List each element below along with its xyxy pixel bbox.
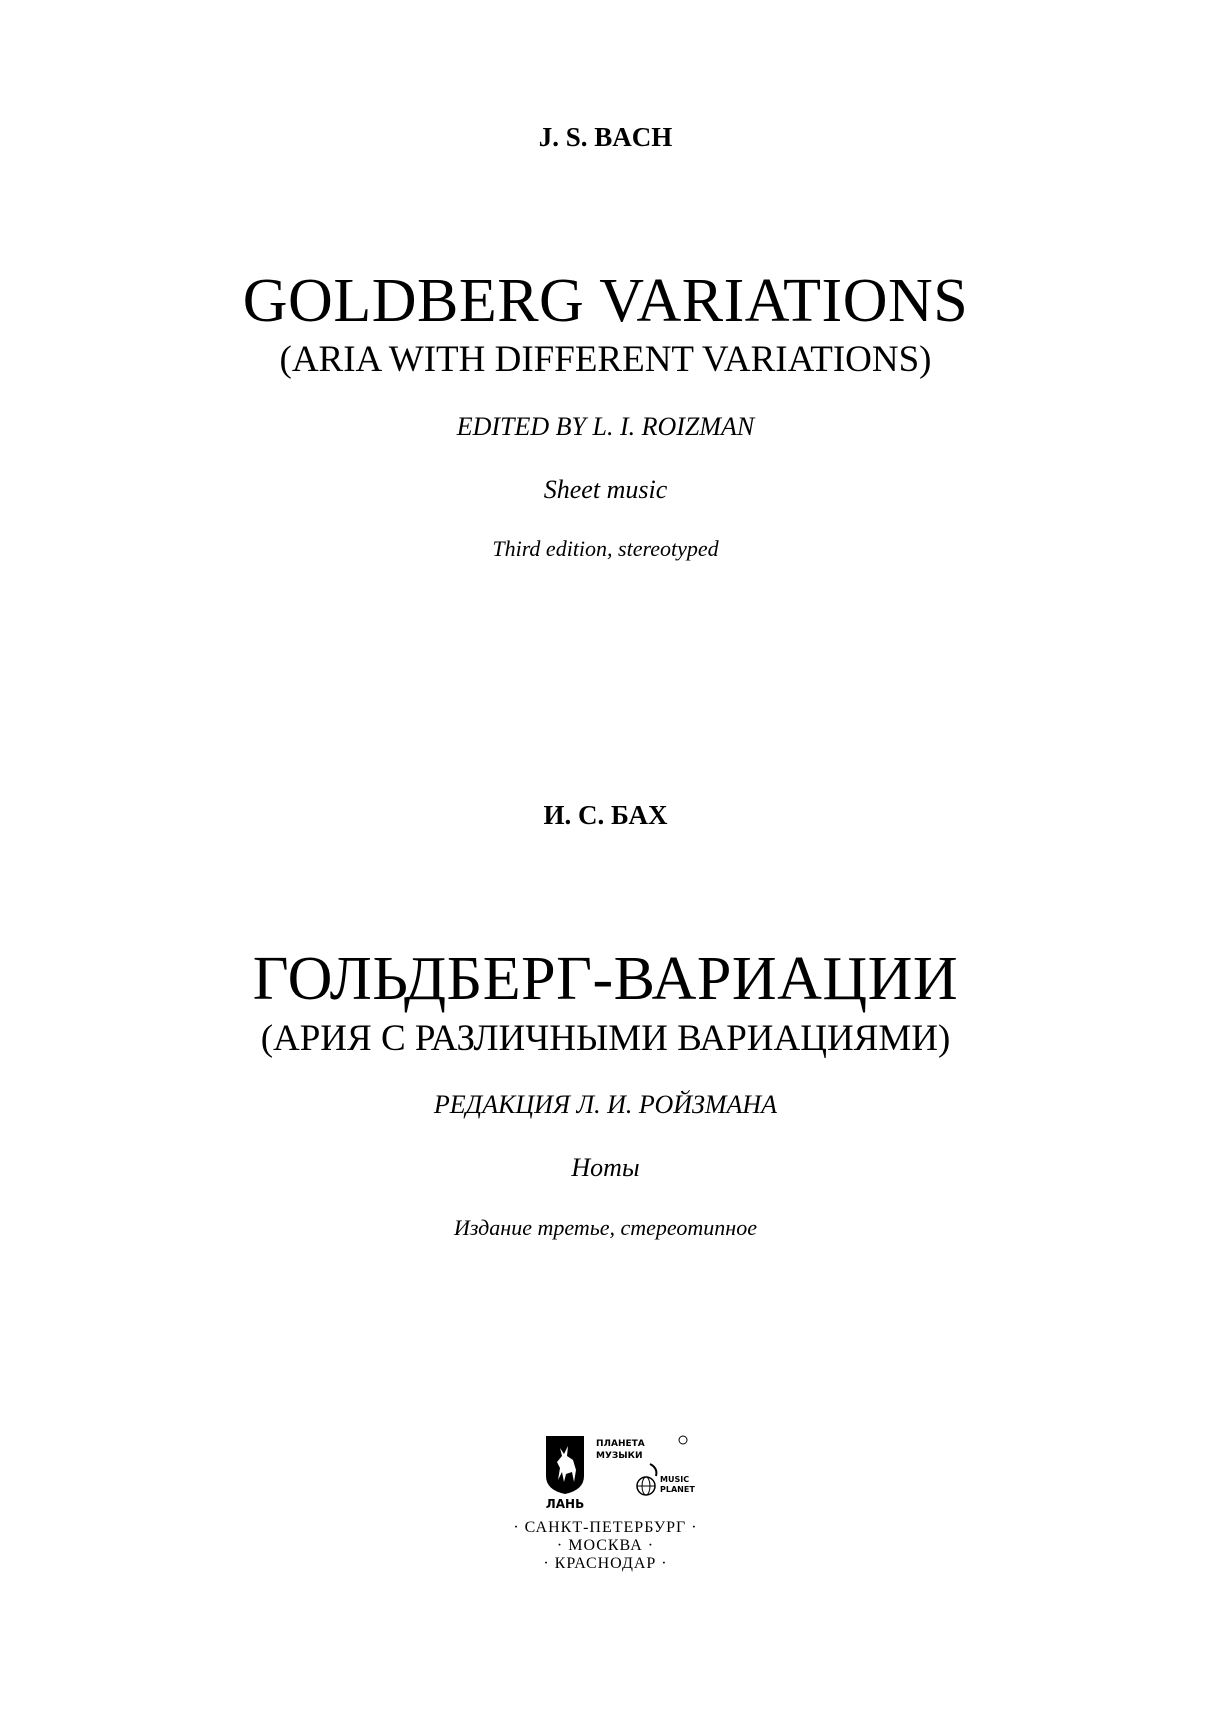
planet-logo-text-2: МУЗЫКИ — [596, 1451, 643, 1461]
city-2: · МОСКВА · — [556, 1537, 655, 1554]
edition-english: Third edition, stereotyped — [492, 536, 719, 561]
title-russian: ГОЛЬДБЕРГ-ВАРИАЦИИ — [252, 945, 959, 1013]
editor-russian: РЕДАКЦИЯ Л. И. РОЙЗМАНА — [433, 1090, 778, 1119]
editor-english: EDITED BY L. I. ROIZMAN — [456, 412, 755, 441]
subtitle-russian: (АРИЯ С РАЗЛИЧНЫМИ ВАРИАЦИЯМИ) — [260, 1018, 951, 1059]
edition-russian: Издание третье, стереотипное — [454, 1215, 757, 1240]
music-planet-text-1: MUSIC — [660, 1475, 690, 1484]
kind-english: Sheet music — [543, 475, 668, 504]
author-russian: И. С. БАХ — [543, 800, 668, 830]
registered-icon — [679, 1436, 687, 1444]
author-english: J. S. BACH — [538, 122, 673, 152]
lan-logo-text: ЛАНЬ — [545, 1497, 585, 1511]
title-english: GOLDBERG VARIATIONS — [242, 267, 969, 335]
subtitle-english: (ARIA WITH DIFFERENT VARIATIONS) — [279, 339, 932, 380]
music-planet-text-2: PLANET — [660, 1485, 695, 1494]
city-1: · САНКТ-ПЕТЕРБУРГ · — [513, 1519, 698, 1536]
kind-russian: Ноты — [571, 1153, 640, 1182]
city-3: · КРАСНОДАР · — [543, 1555, 668, 1572]
planet-logo-text-1: ПЛАНЕТА — [596, 1439, 645, 1449]
publisher-logo — [540, 1432, 695, 1512]
